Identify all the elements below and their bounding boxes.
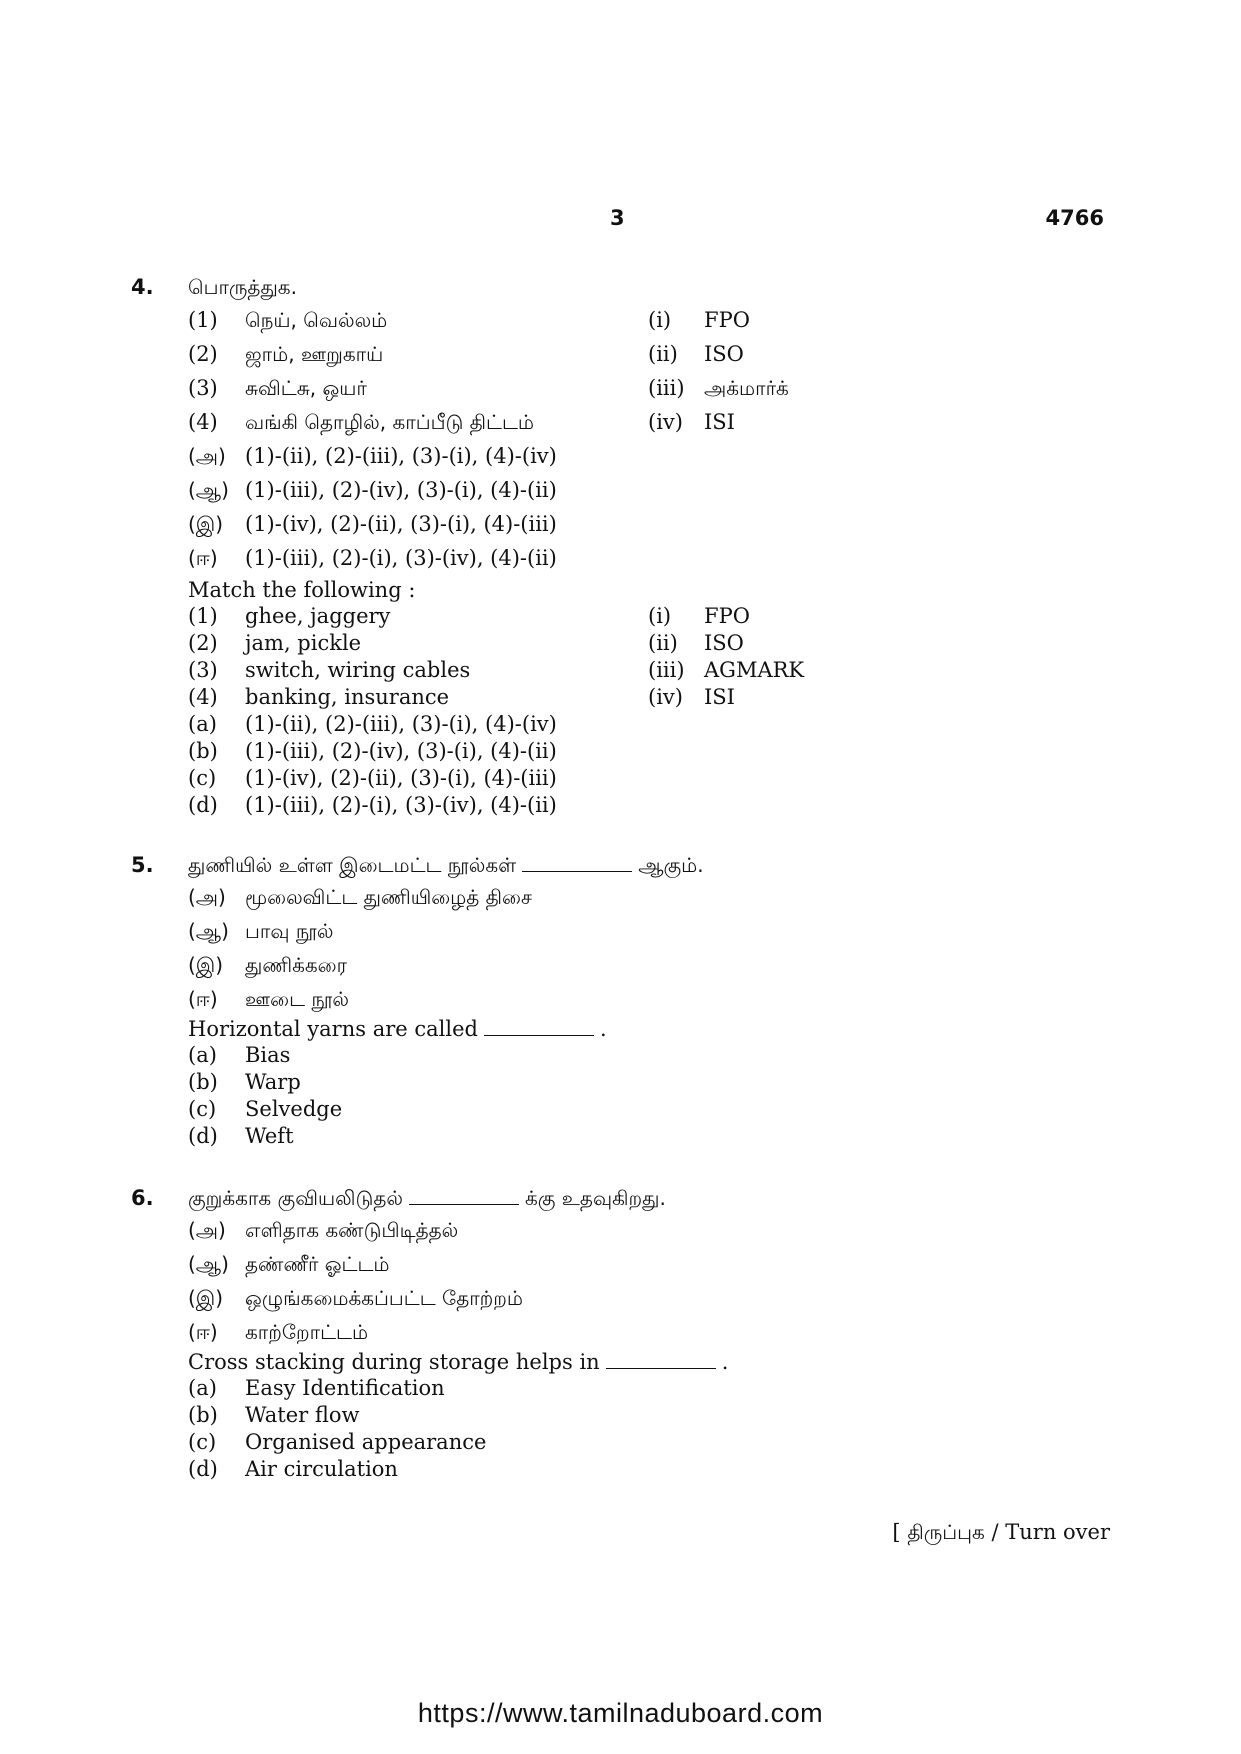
item-label: (2): [188, 342, 218, 366]
item-text: மூலைவிட்ட துணியிழைத் திசை: [245, 885, 533, 909]
match-text: ISO: [704, 342, 744, 366]
item-text: ஜாம், ஊறுகாய்: [245, 342, 384, 366]
item-text: ஒழுங்கமைக்கப்பட்ட தோற்றம்: [245, 1286, 523, 1310]
item-text: சுவிட்சு, ஒயர்: [245, 376, 367, 400]
item-label: (1): [188, 308, 218, 332]
match-text: ISI: [704, 410, 735, 434]
item-text: (1)-(iii), (2)-(i), (3)-(iv), (4)-(ii): [245, 546, 557, 570]
item-text: (1)-(iii), (2)-(iv), (3)-(i), (4)-(ii): [245, 739, 557, 763]
item-text: (1)-(iii), (2)-(iv), (3)-(i), (4)-(ii): [245, 478, 557, 502]
turn-over-tamil: திருப்புக: [907, 1520, 985, 1544]
q5-stem-tamil: [188, 852, 704, 878]
item-label: (1): [188, 604, 218, 628]
answer-blank: [484, 1034, 594, 1036]
item-label: (4): [188, 410, 218, 434]
match-text: AGMARK: [704, 658, 805, 682]
item-label: (அ): [188, 444, 226, 468]
item-text: (1)-(iv), (2)-(ii), (3)-(i), (4)-(iii): [245, 766, 557, 790]
q5-stem-tamil-part2: ஆகும்.: [638, 853, 704, 877]
item-text: Water flow: [245, 1403, 360, 1427]
item-text: நெய், வெல்லம்: [245, 308, 388, 332]
page-number: 3: [610, 206, 625, 230]
item-label: (3): [188, 658, 218, 682]
item-text: Warp: [245, 1070, 301, 1094]
item-text: switch, wiring cables: [245, 658, 471, 682]
match-label: (iii): [648, 376, 685, 400]
item-label: (c): [188, 1430, 217, 1454]
item-label: (c): [188, 766, 217, 790]
item-label: (ஈ): [188, 987, 218, 1011]
footer-separator: /: [991, 1520, 999, 1544]
item-label: (2): [188, 631, 218, 655]
question-number-6: 6.: [131, 1186, 154, 1210]
item-label: (d): [188, 793, 218, 817]
item-text: தண்ணீர் ஓட்டம்: [245, 1252, 390, 1276]
item-label: (a): [188, 1043, 217, 1067]
match-text: ISO: [704, 631, 744, 655]
item-label: (ஈ): [188, 546, 218, 570]
match-label: (iii): [648, 658, 685, 682]
item-text: Bias: [245, 1043, 291, 1067]
match-text: ISI: [704, 685, 735, 709]
match-text: அக்மார்க்: [704, 376, 789, 400]
match-label: (i): [648, 604, 672, 628]
turn-over-note: [892, 1520, 1110, 1547]
q6-stem-tamil: [188, 1185, 666, 1211]
item-text: எளிதாக கண்டுபிடித்தல்: [245, 1218, 459, 1242]
match-label: (ii): [648, 342, 678, 366]
item-text: (1)-(ii), (2)-(iii), (3)-(i), (4)-(iv): [245, 712, 557, 736]
item-label: (4): [188, 685, 218, 709]
q5-stem-english-part1: Horizontal yarns are called: [188, 1017, 478, 1041]
item-label: (ஈ): [188, 1320, 218, 1344]
item-label: (3): [188, 376, 218, 400]
item-label: (b): [188, 1403, 218, 1427]
item-text: ஊடை நூல்: [245, 987, 349, 1011]
item-text: காற்றோட்டம்: [245, 1320, 369, 1344]
item-text: வங்கி தொழில், காப்பீடு திட்டம்: [245, 410, 534, 434]
item-text: Air circulation: [245, 1457, 398, 1481]
watermark-url: https://www.tamilnaduboard.com: [417, 1698, 824, 1728]
match-label: (iv): [648, 410, 683, 434]
item-text: Weft: [245, 1124, 294, 1148]
item-label: (a): [188, 1376, 217, 1400]
answer-blank: [409, 1203, 519, 1205]
item-text: Organised appearance: [245, 1430, 487, 1454]
item-text: (1)-(ii), (2)-(iii), (3)-(i), (4)-(iv): [245, 444, 557, 468]
q5-stem-tamil-part1: துணியில் உள்ள இடைமட்ட நூல்கள்: [188, 853, 517, 877]
item-text: Selvedge: [245, 1097, 343, 1121]
q6-stem-tamil-part1: குறுக்காக குவியலிடுதல்: [188, 1186, 403, 1210]
item-text: banking, insurance: [245, 685, 450, 709]
item-text: (1)-(iii), (2)-(i), (3)-(iv), (4)-(ii): [245, 793, 557, 817]
item-label: (b): [188, 1070, 218, 1094]
item-label: (அ): [188, 1218, 226, 1242]
item-label: (இ): [188, 953, 224, 977]
match-label: (iv): [648, 685, 683, 709]
q6-stem-tamil-part2: க்கு உதவுகிறது.: [524, 1186, 666, 1210]
q4-stem-tamil: பொருத்துக.: [188, 275, 297, 299]
item-label: (இ): [188, 512, 224, 536]
q6-stem-english-part1: Cross stacking during storage helps in: [188, 1350, 600, 1374]
item-text: (1)-(iv), (2)-(ii), (3)-(i), (4)-(iii): [245, 512, 557, 536]
question-number-5: 5.: [131, 853, 154, 877]
item-label: (இ): [188, 1286, 224, 1310]
item-text: ghee, jaggery: [245, 604, 391, 628]
item-label: (ஆ): [188, 1252, 229, 1276]
question-number-4: 4.: [131, 275, 154, 299]
item-label: (அ): [188, 885, 226, 909]
q5-stem-english-part2: .: [599, 1017, 607, 1041]
item-text: Easy Identification: [245, 1376, 445, 1400]
q4-stem-english: Match the following :: [188, 578, 416, 602]
q6-stem-english-part2: .: [721, 1350, 729, 1374]
item-label: (d): [188, 1457, 218, 1481]
item-label: (a): [188, 712, 217, 736]
item-text: பாவு நூல்: [245, 919, 334, 943]
q5-stem-english: [188, 1016, 607, 1042]
match-label: (i): [648, 308, 672, 332]
match-label: (ii): [648, 631, 678, 655]
paper-code: 4766: [1045, 206, 1104, 230]
turn-over-english: Turn over: [1005, 1520, 1110, 1544]
footer-bracket: [: [892, 1520, 901, 1544]
answer-blank: [522, 870, 632, 872]
item-text: துணிக்கரை: [245, 953, 347, 977]
item-label: (d): [188, 1124, 218, 1148]
item-label: (ஆ): [188, 478, 229, 502]
item-label: (ஆ): [188, 919, 229, 943]
answer-blank: [606, 1367, 716, 1369]
item-label: (b): [188, 739, 218, 763]
match-text: FPO: [704, 604, 750, 628]
item-text: jam, pickle: [245, 631, 362, 655]
match-text: FPO: [704, 308, 750, 332]
item-label: (c): [188, 1097, 217, 1121]
q6-stem-english: [188, 1349, 728, 1375]
